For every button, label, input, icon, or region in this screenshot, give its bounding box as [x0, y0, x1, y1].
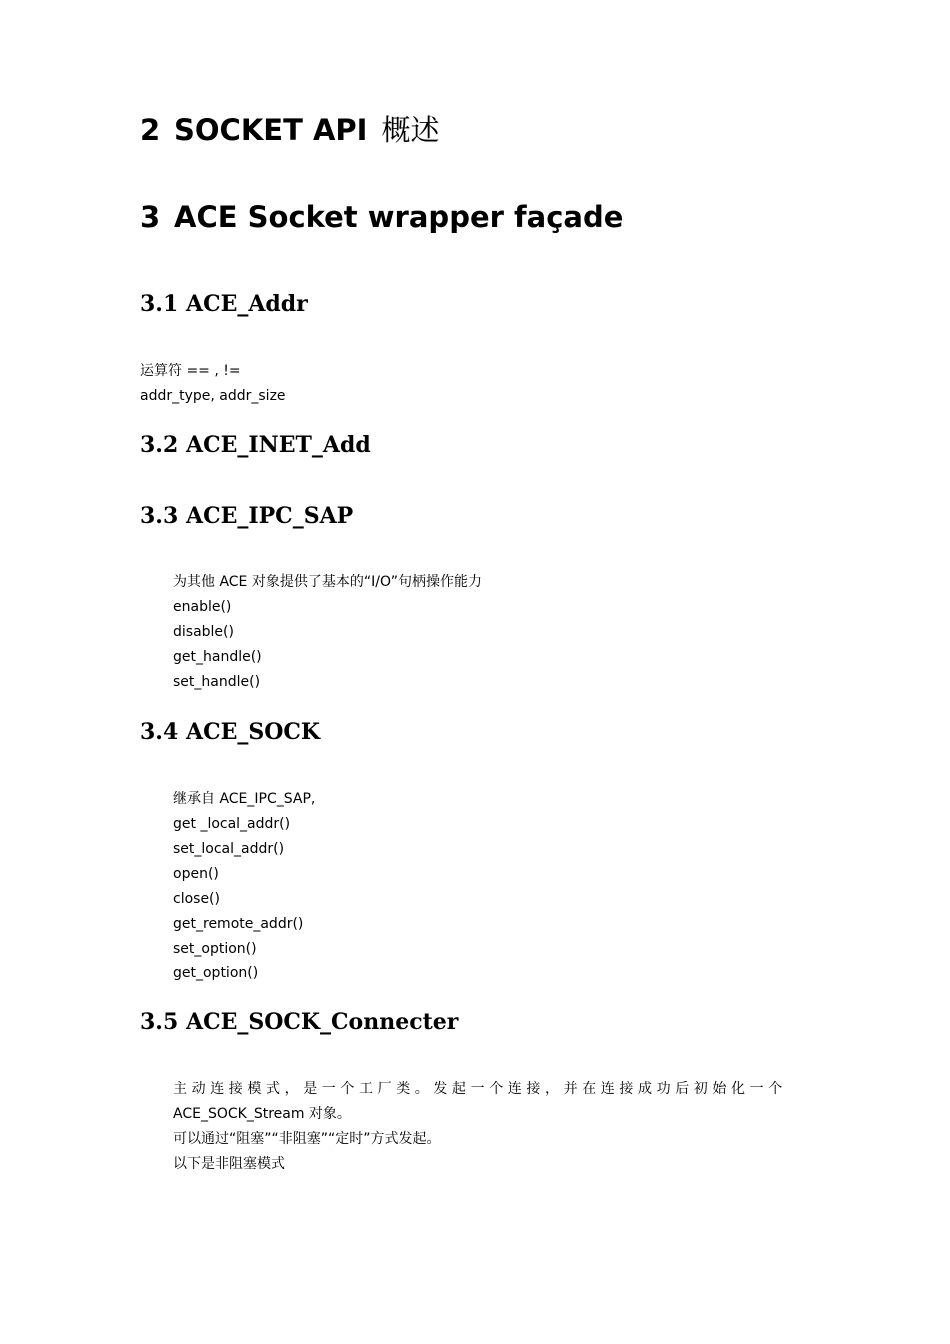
- text-line: close(): [173, 891, 220, 907]
- text-line: 可以通过“阻塞”“非阻塞”“定时”方式发起。: [173, 1131, 441, 1147]
- text-line: 继承自 ACE_IPC_SAP,: [173, 791, 316, 807]
- text-line: get _local_addr(): [173, 816, 291, 832]
- text-line: ACE_SOCK_Stream 对象。: [173, 1106, 351, 1122]
- heading-title: ACE Socket wrapper façade: [174, 200, 624, 234]
- text-line: get_handle(): [173, 649, 262, 665]
- text-line: get_option(): [173, 965, 259, 981]
- heading-number: 3.2: [140, 432, 179, 458]
- heading-number: 3: [140, 200, 161, 234]
- heading-2-socket-api: [140, 112, 440, 148]
- text-line: disable(): [173, 624, 234, 640]
- text-line: 以下是非阻塞模式: [173, 1156, 285, 1172]
- heading-title: ACE_SOCK_Connecter: [186, 1009, 459, 1035]
- heading-3-4-ace-sock: [140, 718, 320, 746]
- text-line: set_handle(): [173, 674, 261, 690]
- heading-3-ace-socket-wrapper: [140, 199, 623, 235]
- text-line: set_option(): [173, 941, 257, 957]
- heading-3-2-ace-inet-add: [140, 431, 371, 459]
- heading-title: ACE_IPC_SAP: [186, 503, 354, 529]
- heading-title: SOCKET API: [174, 113, 368, 147]
- heading-3-3-ace-ipc-sap: [140, 502, 353, 530]
- heading-number: 3.3: [140, 503, 179, 529]
- heading-number: 3.1: [140, 291, 179, 317]
- heading-title-cjk: 概述: [381, 113, 440, 147]
- text-line: addr_type, addr_size: [140, 388, 286, 404]
- text-line: get_remote_addr(): [173, 916, 304, 932]
- heading-3-1-ace-addr: [140, 290, 308, 318]
- heading-number: 2: [140, 113, 161, 147]
- text-line: 主动连接模式，是一个工厂类。发起一个连接，并在连接成功后初始化一个: [173, 1081, 787, 1097]
- text-line: open(): [173, 866, 219, 882]
- heading-title: ACE_Addr: [186, 291, 308, 317]
- text-line: 运算符 == , !=: [140, 363, 241, 379]
- text-line: 为其他 ACE 对象提供了基本的“I/O”句柄操作能力: [173, 574, 482, 590]
- text-line: set_local_addr(): [173, 841, 285, 857]
- heading-title: ACE_INET_Add: [186, 432, 371, 458]
- text-line: enable(): [173, 599, 232, 615]
- heading-number: 3.4: [140, 719, 179, 745]
- heading-number: 3.5: [140, 1009, 179, 1035]
- heading-3-5-ace-sock-connecter: [140, 1008, 458, 1036]
- heading-title: ACE_SOCK: [186, 719, 321, 745]
